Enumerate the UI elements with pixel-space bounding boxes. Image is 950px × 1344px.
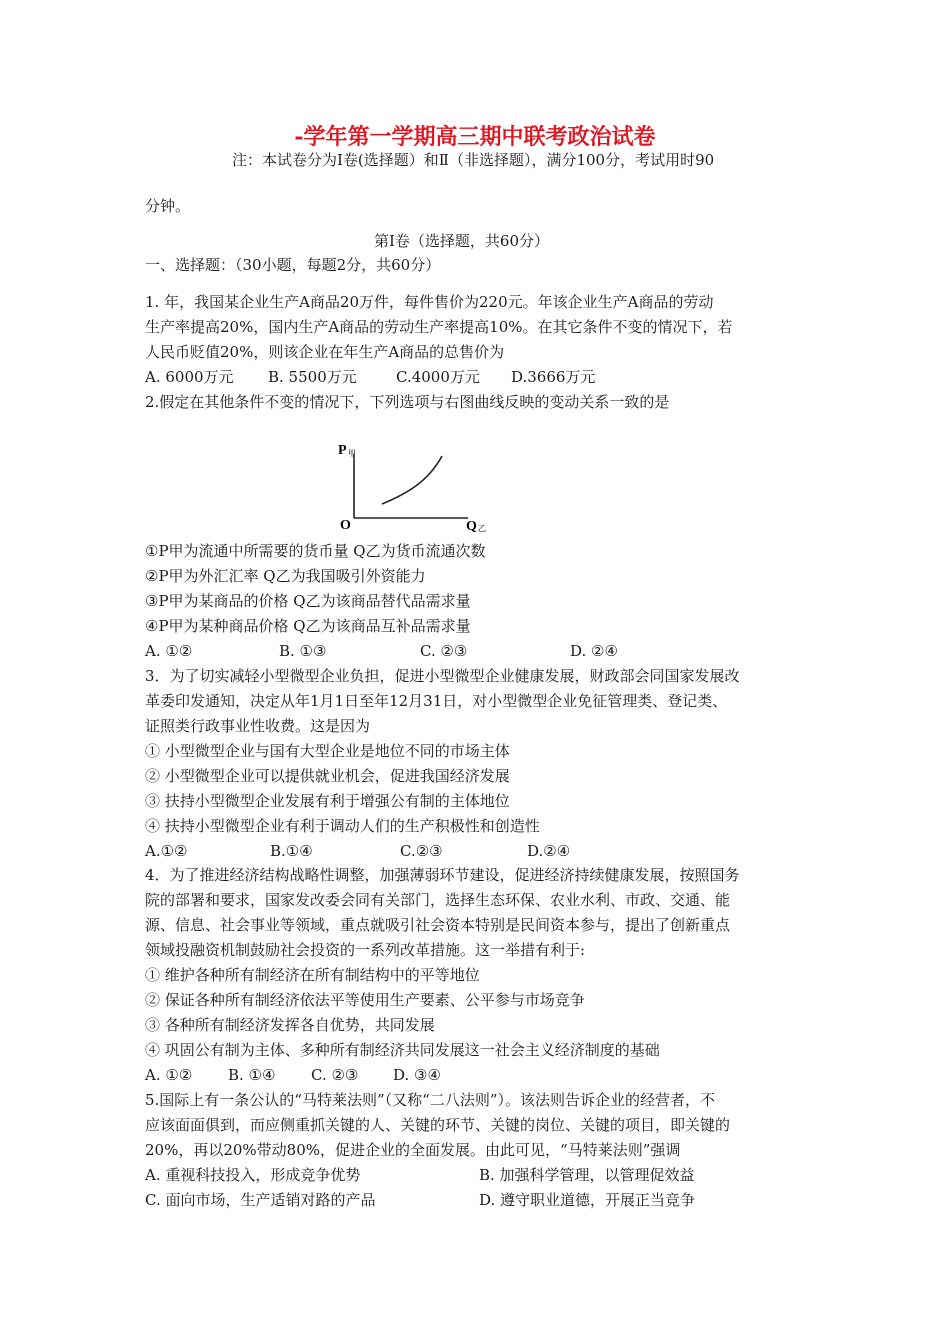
q4-option-a: A. ①②	[145, 1066, 193, 1084]
q4-line: 4．为了推进经济结构战略性调整，加强薄弱环节建设，促进经济持续健康发展，按照国务	[145, 866, 740, 884]
q2-stem: 2.假定在其他条件不变的情况下，下列选项与右图曲线反映的变动关系一致的是	[145, 393, 670, 411]
q5-line: 应该面面俱到，而应侧重抓关键的人、关键的环节、关键的岗位、关键的项目，即关键的	[145, 1116, 731, 1134]
q2-item: ①P甲为流通中所需要的货币量 Q乙为货币流通次数	[145, 542, 486, 560]
q4-line: 院的部署和要求，国家发改委会同有关部门，选择生态环保、农业水利、市政、交通、能	[145, 891, 731, 909]
q3-option-d: D.②④	[527, 842, 571, 860]
q2-option-a: A. ①②	[145, 642, 193, 660]
q5-option-d: D. 遵守职业道德，开展正当竞争	[479, 1191, 696, 1209]
q2-option-b: B. ①③	[279, 642, 327, 660]
graph-x-label: Q	[466, 519, 477, 534]
q2-option-c: C. ②③	[420, 642, 468, 660]
graph-x-sub: 乙	[478, 524, 486, 533]
q5-line: 20%，再以20%带动80%，促进企业的全面发展。由此可见，“马特莱法则”强调	[145, 1141, 681, 1159]
q2-option-d: D. ②④	[570, 642, 618, 660]
q4-option-d: D. ③④	[393, 1066, 441, 1084]
q3-item: ② 小型微型企业可以提供就业机会，促进我国经济发展	[145, 767, 510, 785]
q3-line: 3．为了切实减轻小型微型企业负担，促进小型微型企业健康发展，财政部会同国家发展改	[145, 667, 740, 685]
q3-option-c: C.②③	[400, 842, 443, 860]
exam-note: 注：本试卷分为Ⅰ卷(选择题）和Ⅱ（非选择题），满分100分，考试用时90	[232, 151, 715, 169]
exam-title: -学年第一学期高三期中联考政治试卷	[294, 124, 656, 150]
q1-option-a: A. 6000万元	[145, 368, 234, 386]
q5-option-b: B. 加强科学管理，以管理促效益	[479, 1166, 695, 1184]
q3-line: 革委印发通知，决定从年1月1日至年12月31日，对小型微型企业免征管理类、登记类、	[145, 692, 728, 710]
q4-option-c: C. ②③	[311, 1066, 359, 1084]
q1-option-b: B. 5500万元	[268, 368, 357, 386]
q3-option-a: A.①②	[145, 842, 188, 860]
q1-option-c: C.4000万元	[396, 368, 480, 386]
q2-item: ③P甲为某商品的价格 Q乙为该商品替代品需求量	[145, 592, 471, 610]
q4-option-b: B. ①④	[228, 1066, 276, 1084]
q3-item: ① 小型微型企业与国有大型企业是地位不同的市场主体	[145, 742, 510, 760]
q2-curve-graph	[318, 438, 518, 534]
q4-item: ③ 各种所有制经济发挥各自优势，共同发展	[145, 1016, 435, 1034]
q4-line: 领域投融资机制鼓励社会投资的一系列改革措施。这一举措有利于:	[145, 941, 586, 959]
q5-option-c: C. 面向市场，生产适销对路的产品	[145, 1191, 376, 1209]
q4-item: ① 维护各种所有制经济在所有制结构中的平等地位	[145, 966, 480, 984]
q2-item: ④P甲为某种商品价格 Q乙为该商品互补品需求量	[145, 617, 471, 635]
q4-item: ② 保证各种所有制经济依法平等使用生产要素、公平参与市场竞争	[145, 991, 585, 1009]
graph-y-sub: 甲	[348, 449, 356, 458]
q2-item: ②P甲为外汇汇率 Q乙为我国吸引外资能力	[145, 567, 426, 585]
q3-line: 证照类行政事业性收费。这是因为	[145, 717, 371, 735]
section-instruction: 一、选择题：（30小题，每题2分，共60分）	[145, 256, 441, 274]
q1-line: 人民币贬值20%，则该企业在年生产A商品的总售价为	[145, 343, 505, 361]
q1-line: 1. 年，我国某企业生产A商品20万件，每件售价为220元。年该企业生产A商品的劳动	[145, 293, 714, 311]
q4-line: 源、信息、社会事业等领域，重点就吸引社会资本特别是民间资本参与，提出了创新重点	[145, 916, 731, 934]
q5-option-a: A. 重视科技投入，形成竞争优势	[145, 1166, 361, 1184]
q4-item: ④ 巩固公有制为主体、多种所有制经济共同发展这一社会主义经济制度的基础	[145, 1041, 660, 1059]
q1-line: 生产率提高20%，国内生产A商品的劳动生产率提高10%。在其它条件不变的情况下，若	[145, 318, 733, 336]
graph-y-label: P	[338, 443, 347, 458]
exam-note-cont: 分钟。	[145, 197, 191, 215]
q3-item: ③ 扶持小型微型企业发展有利于增强公有制的主体地位	[145, 792, 510, 810]
q5-line: 5.国际上有一条公认的“马特莱法则”（又称“二八法则”）。该法则告诉企业的经营者，不	[145, 1091, 715, 1109]
q1-option-d: D.3666万元	[511, 368, 596, 386]
q3-option-b: B.①④	[270, 842, 313, 860]
q3-item: ④ 扶持小型微型企业有利于调动人们的生产积极性和创造性	[145, 817, 540, 835]
graph-curve	[382, 456, 442, 504]
graph-origin-label: O	[340, 518, 351, 533]
section-heading: 第Ⅰ卷（选择题，共60分）	[374, 232, 550, 250]
